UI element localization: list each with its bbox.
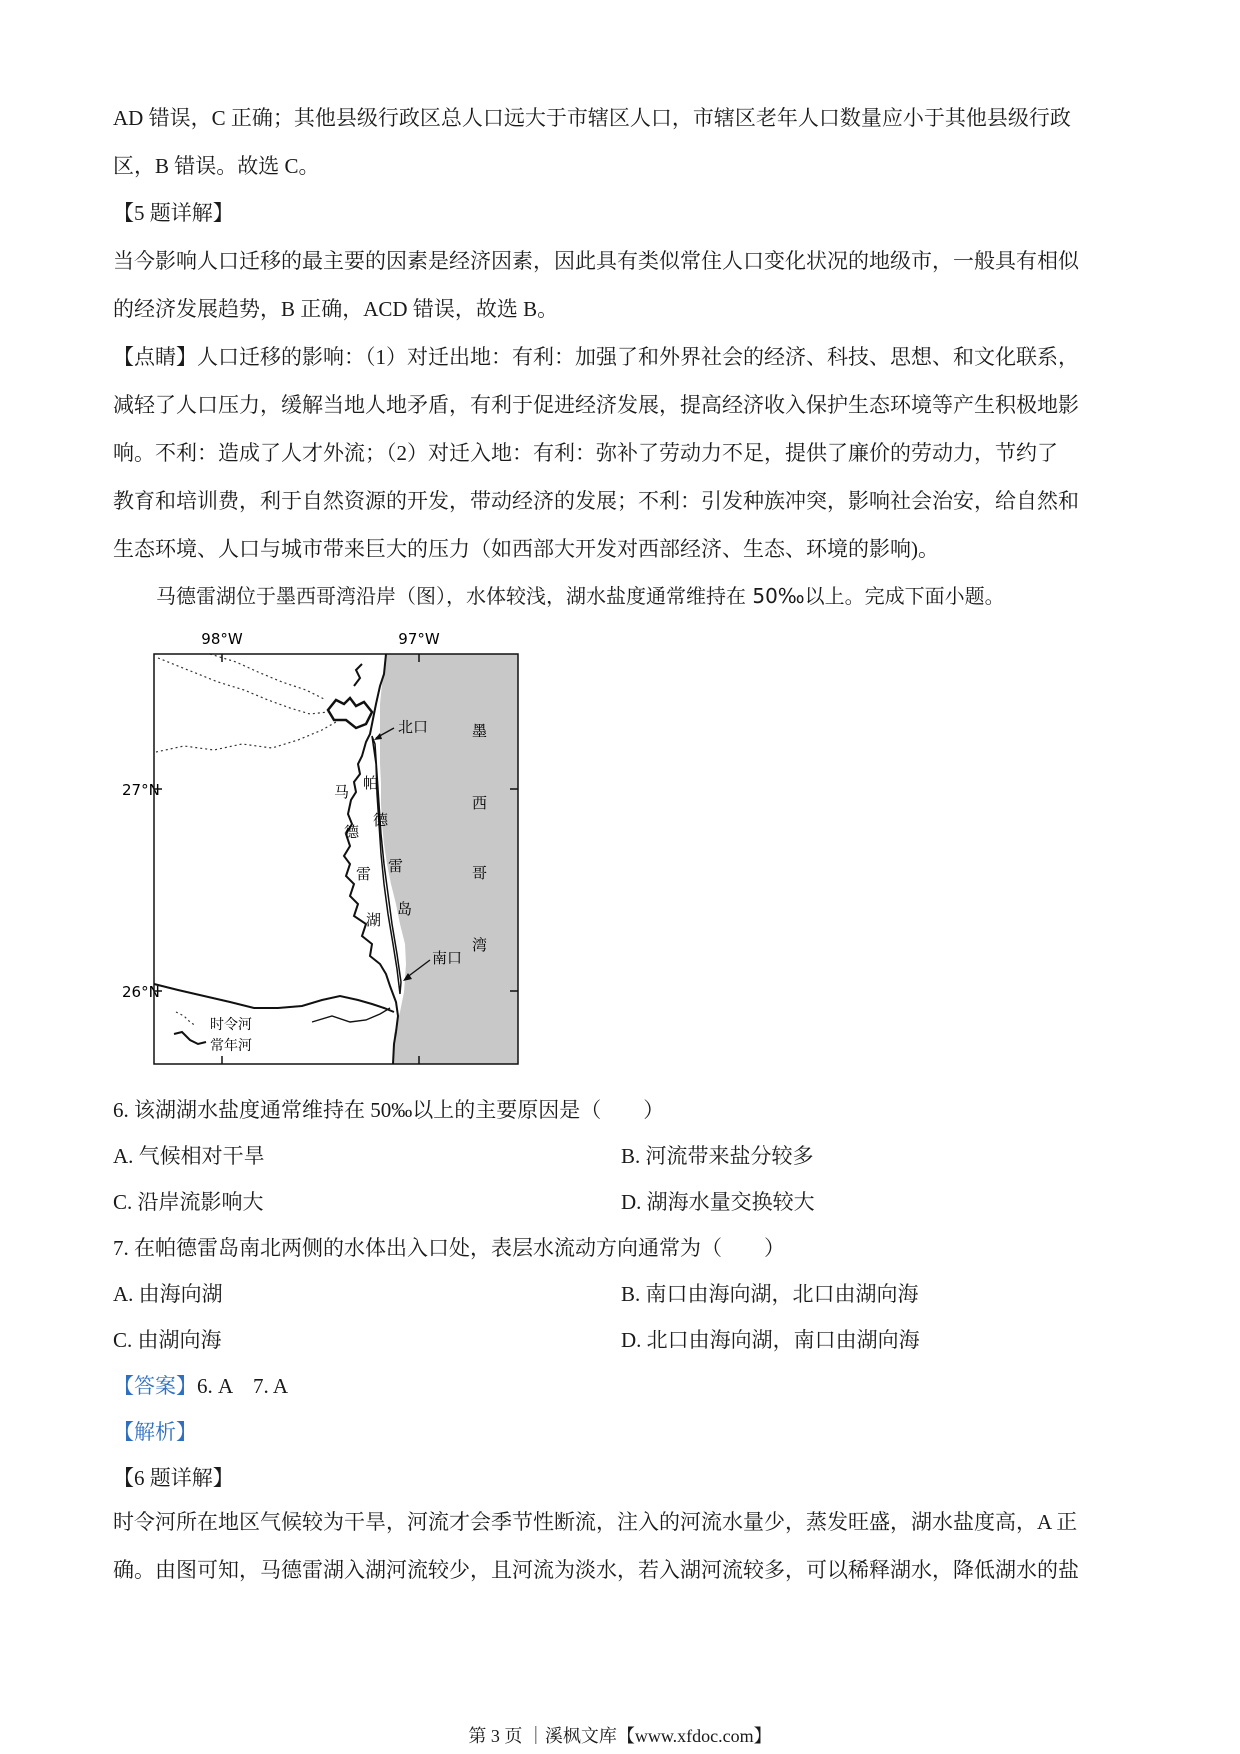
legend-perennial-symbol [174, 1032, 206, 1044]
text-line: 生态环境、人口与城市带来巨大的压力（如西部大开发对西部经济、生态、环境的影响)。 [113, 537, 939, 561]
q6-option-a: A. 气候相对干旱 [113, 1144, 265, 1168]
q7-option-b: B. 南口由海向湖，北口由湖向海 [621, 1282, 919, 1306]
legend-seasonal-symbol [176, 1012, 196, 1026]
analysis-label: 【解析】 [113, 1420, 197, 1444]
island-label-char: 雷 [388, 857, 404, 875]
lake-label-char: 雷 [356, 865, 372, 883]
lake-label-char: 德 [344, 823, 360, 841]
seasonal-river [158, 658, 328, 714]
question-6-stem: 6. 该湖湖水盐度通常维持在 50‰以上的主要原因是（ ） [113, 1098, 665, 1122]
q7-option-d: D. 北口由海向湖，南口由湖向海 [621, 1328, 920, 1352]
north-inlet-label: 北口 [398, 718, 429, 736]
gulf-label-char: 哥 [472, 864, 488, 882]
perennial-river [154, 984, 394, 1012]
section-heading: 【5 题详解】 [113, 201, 234, 225]
answer-line [113, 1366, 288, 1406]
lon-label-97w: 97°W [398, 630, 440, 648]
lake-label-char: 马 [334, 783, 350, 801]
q6-option-d: D. 湖海水量交换较大 [621, 1190, 815, 1214]
page-footer: 第 3 页 ｜溪枫文库【www.xfdoc.com】 [468, 1726, 772, 1746]
island-label-char: 岛 [397, 900, 413, 918]
seasonal-river [156, 722, 336, 752]
legend-perennial-label: 常年河 [210, 1038, 252, 1054]
text-line: 的经济发展趋势，B 正确，ACD 错误，故选 B。 [113, 297, 559, 321]
q7-option-c: C. 由湖向海 [113, 1328, 222, 1352]
question-intro: 马德雷湖位于墨西哥湾沿岸（图），水体较浅，湖水盐度通常维持在 50‰以上。完成下面小题。 [156, 584, 1005, 608]
q7-option-a: A. 由海向湖 [113, 1282, 223, 1306]
gulf-label-char: 墨 [472, 722, 488, 740]
island-label-char: 帕 [363, 774, 379, 792]
perennial-river [312, 1008, 390, 1022]
text-line: 【点睛】人口迁移的影响：（1）对迁出地：有利：加强了和外界社会的经济、科技、思想、和文化联系， [113, 345, 1079, 369]
detail-6-heading: 【6 题详解】 [113, 1466, 234, 1490]
question-7-stem: 7. 在帕德雷岛南北两侧的水体出入口处，表层水流动方向通常为（ ） [113, 1236, 785, 1260]
text-line: 区，B 错误。故选 C。 [113, 154, 320, 178]
answer-text: 6. A 7. A [197, 1374, 289, 1398]
lat-label-27n: 27°N [122, 781, 160, 799]
gulf-label-char: 湾 [472, 936, 488, 954]
bay-inlet [354, 664, 362, 686]
answer-label: 【答案】 [113, 1374, 197, 1398]
lon-label-98w: 98°W [201, 630, 243, 648]
laguna-madre-map [118, 624, 528, 1072]
island-label-char: 德 [373, 811, 389, 829]
lat-label-26n: 26°N [122, 983, 160, 1001]
text-line: AD 错误，C 正确；其他县级行政区总人口远大于市辖区人口，市辖区老年人口数量应小于其他县级行政 [113, 106, 1071, 130]
text-line: 当今影响人口迁移的最主要的因素是经济因素，因此具有类似常住人口变化状况的地级市，一般具有相似 [113, 249, 1079, 273]
text-line: 响。不利：造成了人才外流；（2）对迁入地：有利：弥补了劳动力不足，提供了廉价的劳动力，节约了 [113, 441, 1058, 465]
bay-inlet [328, 698, 372, 728]
lake-label-char: 湖 [366, 911, 382, 929]
q6-option-b: B. 河流带来盐分较多 [621, 1144, 814, 1168]
gulf-label-char: 西 [472, 794, 488, 812]
seasonal-river [210, 654, 326, 700]
south-inlet-label: 南口 [432, 949, 463, 967]
text-line: 时令河所在地区气候较为干旱，河流才会季节性断流，注入的河流水量少，蒸发旺盛，湖水盐度高，A 正 [113, 1510, 1078, 1534]
text-line: 教育和培训费，利于自然资源的开发，带动经济的发展；不利：引发种族冲突，影响社会治安，给自然和 [113, 489, 1079, 513]
q6-option-c: C. 沿岸流影响大 [113, 1190, 264, 1214]
text-line: 减轻了人口压力，缓解当地人地矛盾，有利于促进经济发展，提高经济收入保护生态环境等产生积极地影 [113, 393, 1079, 417]
legend-seasonal-label: 时令河 [210, 1017, 252, 1033]
text-line: 确。由图可知，马德雷湖入湖河流较少，且河流为淡水，若入湖河流较多，可以稀释湖水，降低湖水的盐 [113, 1558, 1079, 1582]
